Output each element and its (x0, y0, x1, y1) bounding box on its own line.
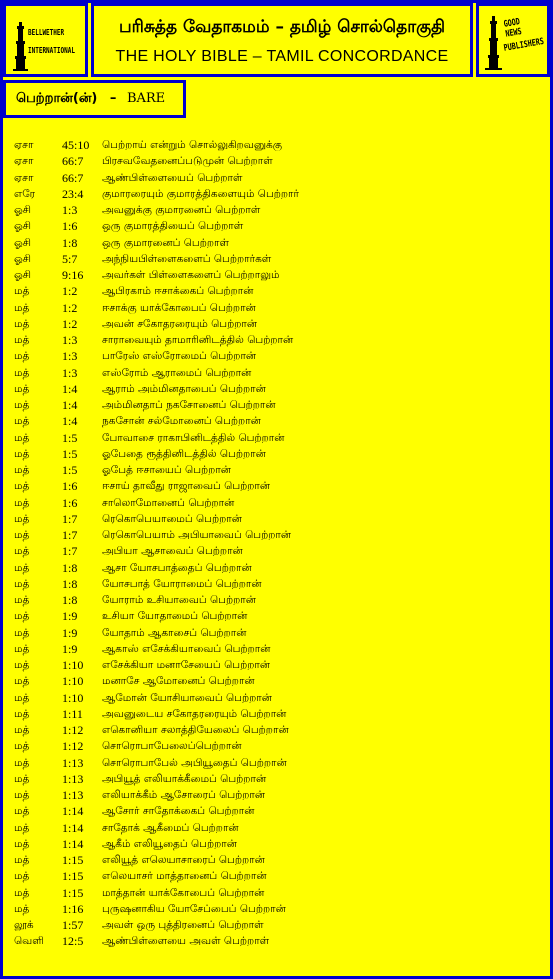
concordance-entry (14, 251, 544, 267)
verse-reference: 1:5 (62, 463, 78, 477)
book-abbreviation: மத் (14, 480, 30, 493)
book-abbreviation: மத் (14, 691, 30, 704)
verse-reference: 1:4 (62, 414, 78, 429)
verse-excerpt: ஈசாய் தாவீது ராஜாவைப் பெற்றான் (102, 480, 271, 493)
verse-excerpt: போவாசை ராகாபினிடத்தில் பெற்றான் (102, 431, 285, 444)
verse-reference: 1:13 (62, 755, 84, 770)
verse-excerpt: ஆமோன் யோசியாவைப் பெற்றான் (102, 691, 272, 704)
book-abbreviation: மத் (14, 724, 30, 736)
concordance-entry (14, 803, 544, 819)
verse-excerpt: பெற்றாய் என்றும் சொல்லுகிறவனுக்கு (102, 139, 283, 151)
book-abbreviation: ஏசா (14, 139, 34, 151)
book-abbreviation: மத் (14, 675, 30, 688)
book-abbreviation: மத் (14, 382, 30, 395)
concordance-entry (14, 722, 544, 738)
verse-reference: 1:14 (62, 820, 84, 835)
book-abbreviation: மத் (14, 415, 30, 428)
concordance-entry (14, 235, 544, 251)
verse-reference: 1:9 (62, 641, 78, 656)
concordance-entry (14, 771, 544, 787)
concordance-entry (14, 738, 544, 754)
concordance-entry (14, 625, 544, 641)
verse-reference: 1:3 (62, 333, 78, 347)
concordance-entry (14, 576, 544, 592)
title-box (91, 3, 473, 77)
verse-reference: 1:7 (62, 544, 78, 559)
book-abbreviation: மத் (14, 594, 30, 606)
book-abbreviation: ஓசி (14, 252, 32, 265)
right-logo-line1: GOOD NEWS (503, 17, 523, 40)
verse-excerpt: யோசபாத் யோராமைப் பெற்றான் (102, 577, 262, 590)
verse-excerpt: ஆபிரகாம் ஈசாக்கைப் பெற்றான் (102, 285, 254, 298)
book-abbreviation: மத் (14, 756, 30, 769)
left-logo-line2: INTERNATIONAL (28, 46, 75, 55)
verse-excerpt: ஆசா யோசபாத்தைப் பெற்றான் (102, 561, 252, 574)
verse-reference: 1:8 (62, 560, 78, 575)
concordance-entry (14, 885, 544, 901)
book-abbreviation: மத் (14, 399, 30, 411)
concordance-entry (14, 478, 544, 494)
concordance-entry (14, 787, 544, 803)
verse-reference: 1:8 (62, 576, 78, 591)
book-abbreviation: மத் (14, 512, 30, 525)
book-abbreviation: மத் (14, 902, 30, 915)
concordance-entry (14, 446, 544, 462)
verse-excerpt: அவனுக்கு குமாரனைப் பெற்றாள் (102, 204, 261, 216)
book-abbreviation: மத் (14, 659, 30, 671)
book-abbreviation: மத் (14, 789, 30, 801)
book-abbreviation: மத் (14, 317, 30, 330)
concordance-entry (14, 933, 544, 949)
verse-reference: 1:10 (62, 674, 84, 689)
verse-excerpt: மாத்தான் யாக்கோபைப் பெற்றான் (102, 886, 265, 899)
verse-reference: 1:7 (62, 528, 78, 542)
verse-excerpt: ரெகொபெயாமைப் பெற்றான் (102, 512, 242, 525)
concordance-entry (14, 348, 544, 364)
verse-reference: 1:4 (62, 381, 78, 396)
verse-reference: 1:13 (62, 771, 84, 786)
concordance-entry (14, 365, 544, 381)
verse-reference: 1:15 (62, 885, 84, 900)
verse-excerpt: ஓபேத் ஈசாயைப் பெற்றான் (102, 464, 231, 476)
right-logo-line2: PUBLISHERS (503, 36, 545, 54)
verse-excerpt: மனாசே ஆமோனைப் பெற்றான் (102, 675, 255, 688)
book-abbreviation: ஓசி (14, 269, 32, 281)
book-abbreviation: மத் (14, 366, 30, 379)
verse-excerpt: சொரொபாபேலைப்பெற்றான் (102, 740, 242, 753)
verse-excerpt: அபியா ஆசாவைப் பெற்றான் (102, 545, 243, 558)
verse-excerpt: எலியாக்கீம் ஆசோரைப் பெற்றான் (102, 789, 266, 801)
verse-excerpt: எலெயாசர் மாத்தானைப் பெற்றான் (102, 870, 267, 883)
concordance-entry (14, 560, 544, 576)
verse-excerpt: ஆசோர் சாதோக்கைப் பெற்றான் (102, 805, 255, 818)
bellwether-logo (3, 3, 88, 77)
verse-reference: 1:6 (62, 479, 78, 494)
concordance-list (14, 137, 544, 950)
concordance-entry (14, 170, 544, 186)
concordance-entry (14, 868, 544, 884)
book-abbreviation: மத் (14, 334, 30, 346)
verse-reference: 1:12 (62, 723, 84, 737)
concordance-entry (14, 852, 544, 868)
verse-excerpt: அம்மினதாப் நகசோனைப் பெற்றான் (102, 399, 276, 411)
verse-reference: 1:14 (62, 804, 84, 819)
verse-excerpt: சாராவையும் தாமாரினிடத்தில் பெற்றான் (102, 334, 294, 346)
verse-reference: 1:12 (62, 739, 84, 754)
verse-excerpt: நகசோன் சல்மோனைப் பெற்றான் (102, 415, 261, 428)
verse-reference: 1:9 (62, 625, 78, 640)
verse-excerpt: அவனுடைய சகோதரரையும் பெற்றான் (102, 707, 287, 720)
verse-excerpt: அவள் ஒரு புத்திரனைப் பெற்றாள் (102, 919, 264, 931)
book-abbreviation: மத் (14, 642, 30, 655)
book-abbreviation: மத் (14, 350, 30, 363)
book-abbreviation: மத் (14, 772, 30, 785)
book-abbreviation: ஏசா (14, 171, 34, 184)
concordance-entry (14, 755, 544, 771)
verse-excerpt: உசியா யோதாமைப் பெற்றான் (102, 610, 248, 623)
verse-excerpt: ஆண்பிள்ளையைப் பெற்றாள் (102, 171, 243, 184)
concordance-entry (14, 673, 544, 689)
verse-reference: 66:7 (62, 154, 84, 169)
verse-reference: 1:7 (62, 511, 78, 526)
concordance-entry (14, 543, 544, 559)
concordance-entry (14, 820, 544, 836)
left-logo-line1: BELLWETHER (28, 28, 65, 37)
verse-reference: 5:7 (62, 251, 78, 266)
verse-excerpt: குமாரரையும் குமாரத்திகளையும் பெற்றார் (102, 187, 300, 200)
verse-excerpt: எலியூத் எலெயாசாரைப் பெற்றான் (102, 854, 265, 866)
verse-reference: 1:8 (62, 593, 78, 607)
book-abbreviation: மத் (14, 707, 30, 720)
concordance-entry (14, 657, 544, 673)
verse-reference: 12:5 (62, 934, 84, 949)
verse-reference: 66:7 (62, 170, 84, 185)
concordance-entry (14, 332, 544, 348)
book-abbreviation: மத் (14, 740, 30, 753)
verse-excerpt: யோராம் உசியாவைப் பெற்றான் (102, 594, 256, 606)
concordance-entry (14, 901, 544, 917)
book-abbreviation: மத் (14, 561, 30, 574)
verse-reference: 1:8 (62, 235, 78, 250)
book-abbreviation: மத் (14, 870, 30, 883)
book-abbreviation: மத் (14, 837, 30, 850)
book-abbreviation: மத் (14, 447, 30, 460)
verse-reference: 1:2 (62, 316, 78, 331)
verse-reference: 1:15 (62, 853, 84, 867)
verse-excerpt: ஈசாக்கு யாக்கோபைப் பெற்றான் (102, 301, 256, 314)
concordance-entry (14, 527, 544, 543)
verse-excerpt: புருஷனாகிய யோசேப்பைப் பெற்றான் (102, 902, 286, 915)
headword-english: BARE (126, 91, 166, 106)
concordance-entry (14, 462, 544, 478)
verse-reference: 1:16 (62, 901, 84, 916)
verse-reference: 1:6 (62, 495, 78, 510)
verse-excerpt: அபியூத் எலியாக்கீமைப் பெற்றான் (102, 772, 267, 785)
verse-reference: 1:6 (62, 219, 78, 234)
headword-box (3, 80, 186, 118)
verse-excerpt: ஆராம் அம்மினதாபைப் பெற்றான் (102, 382, 266, 395)
verse-reference: 1:3 (62, 349, 78, 364)
concordance-entry (14, 218, 544, 234)
verse-excerpt: அவர்கள் பிள்ளைகளைப் பெற்றாலும் (102, 269, 280, 281)
book-abbreviation: மத் (14, 626, 30, 639)
verse-excerpt: சாதோக் ஆகீமைப் பெற்றான் (102, 821, 239, 834)
book-abbreviation: மத் (14, 886, 30, 899)
book-abbreviation: மத் (14, 301, 30, 314)
verse-excerpt: ஆகீம் எலியூதைப் பெற்றான் (102, 837, 237, 850)
concordance-entry (14, 690, 544, 706)
concordance-entry (14, 316, 544, 332)
book-abbreviation: வெளி (14, 935, 44, 948)
concordance-entry (14, 495, 544, 511)
verse-reference: 23:4 (62, 186, 84, 201)
book-abbreviation: மத் (14, 821, 30, 834)
concordance-entry (14, 706, 544, 722)
verse-excerpt: ஓபேதை ரூத்தினிடத்தில் பெற்றான் (102, 447, 266, 460)
verse-reference: 1:10 (62, 658, 84, 672)
verse-excerpt: எசேக்கியா மனாசேயைப் பெற்றான் (102, 659, 271, 671)
verse-reference: 1:57 (62, 918, 84, 932)
verse-excerpt: பாரேஸ் எஸ்ரோமைப் பெற்றான் (102, 350, 257, 363)
concordance-entry (14, 608, 544, 624)
verse-reference: 1:4 (62, 398, 78, 412)
verse-excerpt: சொரொபாபேல் அபியூதைப் பெற்றான் (102, 756, 287, 769)
verse-reference: 1:3 (62, 203, 78, 217)
verse-reference: 1:10 (62, 690, 84, 705)
book-abbreviation: ஓசி (14, 204, 32, 216)
concordance-entry (14, 836, 544, 852)
concordance-entry (14, 511, 544, 527)
verse-reference: 1:5 (62, 446, 78, 461)
verse-excerpt: ஆகாஸ் எசேக்கியாவைப் பெற்றான் (102, 642, 271, 655)
book-abbreviation: மத் (14, 431, 30, 444)
verse-excerpt: ஆண்பிள்ளையை அவள் பெற்றாள் (102, 935, 270, 948)
verse-excerpt: ரெகொபெயாம் அபியாவைப் பெற்றான் (102, 529, 292, 541)
verse-reference: 1:2 (62, 284, 78, 299)
verse-reference: 1:11 (62, 706, 83, 721)
book-abbreviation: மத் (14, 285, 30, 298)
verse-reference: 1:3 (62, 365, 78, 380)
book-abbreviation: லூக் (14, 919, 34, 931)
concordance-entry (14, 917, 544, 933)
verse-excerpt: அவன் சகோதரரையும் பெற்றான் (102, 317, 258, 330)
book-abbreviation: எரே (14, 187, 36, 200)
book-abbreviation: மத் (14, 854, 30, 866)
verse-excerpt: ஒரு குமாரத்தியைப் பெற்றாள் (102, 220, 244, 233)
concordance-entry (14, 381, 544, 397)
english-title: THE HOLY BIBLE – TAMIL CONCORDANCE (115, 48, 449, 65)
verse-reference: 1:5 (62, 430, 78, 445)
headword-tamil: பெற்றான்(ன்) (16, 91, 98, 106)
concordance-entry (14, 300, 544, 316)
book-abbreviation: மத் (14, 464, 30, 476)
verse-excerpt: யோதாம் ஆகாசைப் பெற்றான் (102, 626, 247, 639)
concordance-entry (14, 186, 544, 202)
book-abbreviation: ஓசி (14, 236, 32, 249)
concordance-entry (14, 397, 544, 413)
verse-reference: 45:10 (62, 138, 90, 152)
verse-reference: 1:13 (62, 788, 84, 802)
verse-excerpt: அந்நியபிள்ளைகளைப் பெற்றார்கள் (102, 252, 272, 265)
verse-reference: 1:9 (62, 609, 78, 624)
book-abbreviation: மத் (14, 610, 30, 623)
book-abbreviation: மத் (14, 529, 30, 541)
book-abbreviation: ஓசி (14, 220, 32, 233)
verse-reference: 1:15 (62, 869, 84, 884)
concordance-entry (14, 430, 544, 446)
book-abbreviation: ஏசா (14, 155, 34, 168)
verse-excerpt: எகொனியா சலாத்தியேலைப் பெற்றான் (102, 724, 289, 736)
verse-reference: 1:2 (62, 300, 78, 315)
headword-dash: – (109, 91, 117, 106)
concordance-entry (14, 413, 544, 429)
verse-excerpt: எஸ்ரோம் ஆராமைப் பெற்றான் (102, 366, 252, 379)
concordance-entry (14, 137, 544, 153)
verse-excerpt: சாலொமோனைப் பெற்றான் (102, 496, 235, 509)
bellwether-tower-icon (6, 6, 85, 74)
tamil-title: பரிசுத்த வேதாகமம் – தமிழ் சொல்தொகுதி (118, 17, 446, 37)
concordance-entry (14, 202, 544, 218)
book-abbreviation: மத் (14, 805, 30, 818)
book-abbreviation: மத் (14, 545, 30, 558)
verse-reference: 9:16 (62, 268, 84, 282)
verse-excerpt: பிரசவவேதனைப்படுமுன் பெற்றாள் (102, 155, 273, 168)
concordance-entry (14, 592, 544, 608)
good-news-logo (476, 3, 550, 77)
concordance-entry (14, 283, 544, 299)
verse-reference: 1:14 (62, 836, 84, 851)
book-abbreviation: மத் (14, 496, 30, 509)
concordance-entry (14, 153, 544, 169)
concordance-entry (14, 641, 544, 657)
headword (16, 91, 165, 107)
verse-excerpt: ஒரு குமாரனைப் பெற்றாள் (102, 236, 230, 249)
concordance-entry (14, 267, 544, 283)
book-abbreviation: மத் (14, 577, 30, 590)
